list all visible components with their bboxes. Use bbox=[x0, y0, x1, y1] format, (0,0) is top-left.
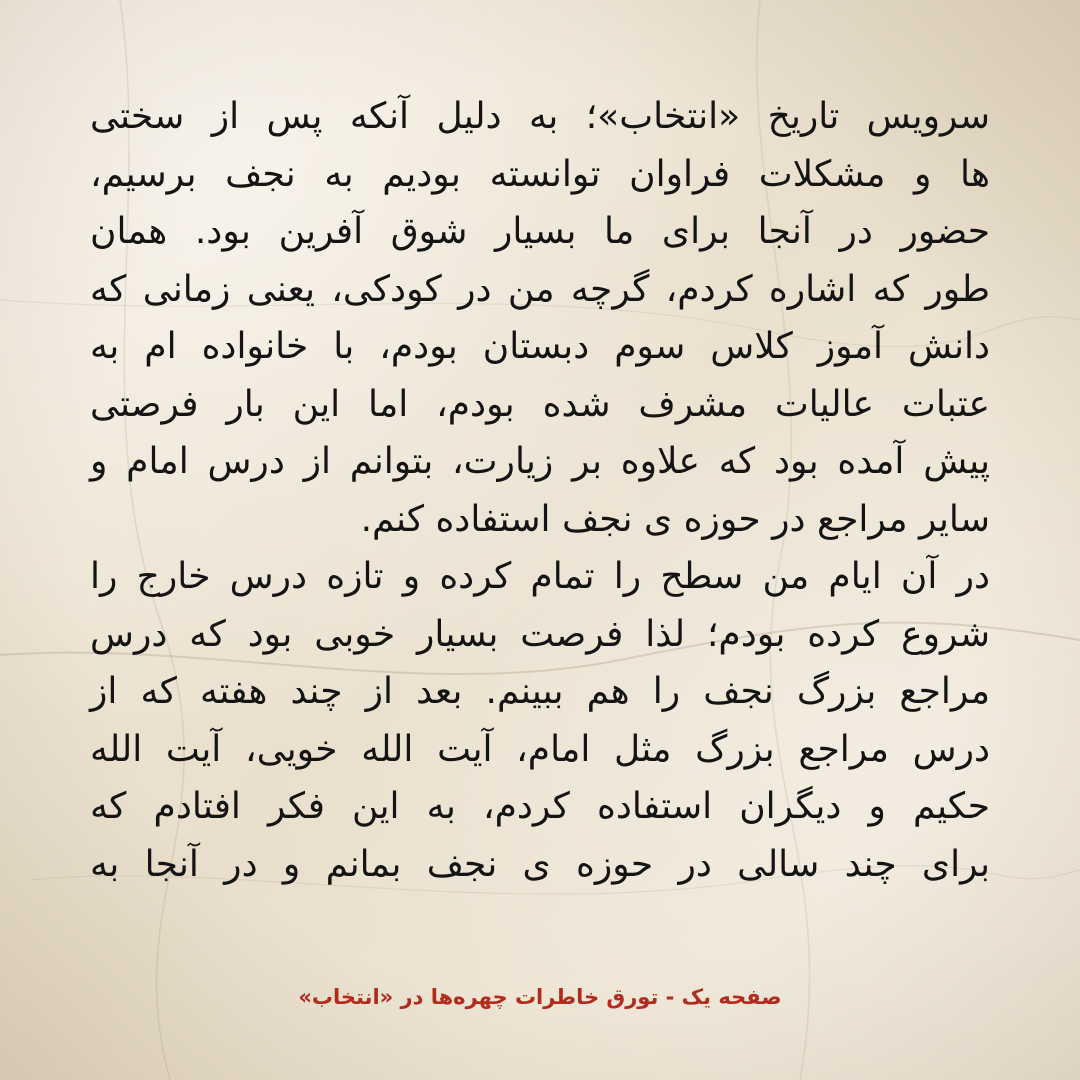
article-line: در آن ایام من سطح را تمام کرده و تازه درس خارج را bbox=[90, 556, 990, 597]
article-line: مراجع بزرگ نجف را هم ببینم. بعد از چند هفته که از bbox=[90, 671, 990, 712]
article-line: سرویس تاریخ «انتخاب»؛ به دلیل آنکه پس از سختی bbox=[90, 96, 990, 137]
article-line: طور که اشاره کردم، گرچه من در کودکی، یعنی زمانی که bbox=[90, 268, 990, 310]
article-line: حکیم و دیگران استفاده کردم، به این فکر افتادم که bbox=[90, 786, 990, 827]
page-caption: صفحه یک - تورق خاطرات چهره‌ها در «انتخاب» bbox=[298, 985, 782, 1009]
article-line: برای چند سالی در حوزه ی نجف بمانم و در آنجا به bbox=[90, 843, 990, 885]
article-line: شروع کرده بودم؛ لذا فرصت بسیار خوبی بود که درس bbox=[90, 613, 990, 655]
article-line: سایر مراجع در حوزه ی نجف استفاده کنم. bbox=[360, 498, 990, 540]
article-line: ها و مشکلات فراوان توانسته بودیم به نجف برسیم، bbox=[90, 153, 990, 195]
article-line: دانش آموز کلاس سوم دبستان بودم، با خانواده ام به bbox=[90, 326, 990, 367]
article-line: درس مراجع بزرگ مثل امام، آیت الله خویی، آیت الله bbox=[90, 728, 990, 770]
article-body bbox=[90, 88, 990, 988]
article-line: پیش آمده بود که علاوه بر زیارت، بتوانم از درس امام و bbox=[90, 441, 990, 482]
article-line: حضور در آنجا برای ما بسیار شوق آفرین بود. همان bbox=[90, 211, 990, 252]
article-line: عتبات عالیات مشرف شده بودم، اما این بار فرصتی bbox=[90, 383, 990, 425]
